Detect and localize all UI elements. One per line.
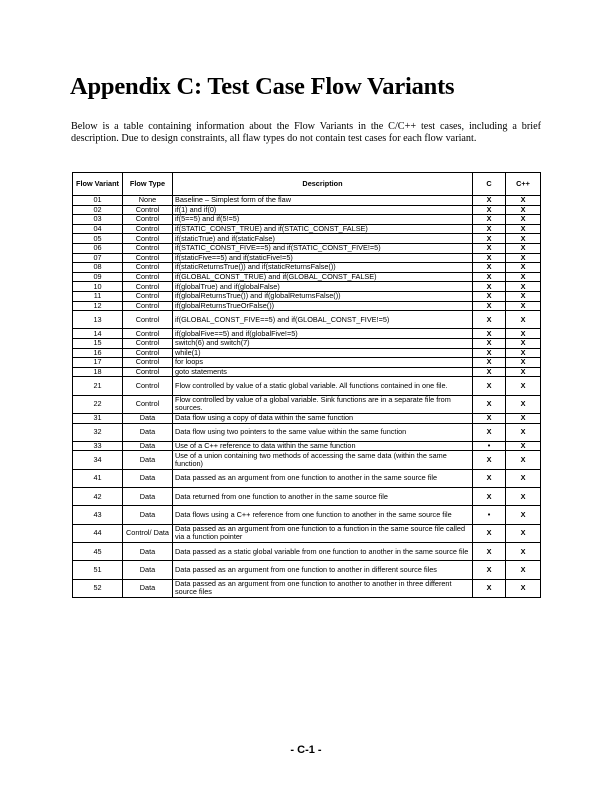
description-cell: Flow controlled by value of a global variable. Sink functions are in a separate file from sources. xyxy=(173,395,473,413)
description-cell: if(staticTrue) and if(staticFalse) xyxy=(173,234,473,244)
flow-type-cell: Control xyxy=(123,377,173,395)
description-cell: if(5==5) and if(5!=5) xyxy=(173,215,473,225)
flow-variant-cell: 08 xyxy=(73,263,123,273)
description-cell: if(globalReturnsTrue()) and if(globalReturnsFalse()) xyxy=(173,291,473,301)
table-row xyxy=(73,234,541,244)
table-row xyxy=(73,488,541,506)
flow-variant-cell: 02 xyxy=(73,205,123,215)
cpp-support-cell: X xyxy=(506,441,541,451)
cpp-support-cell: X xyxy=(506,205,541,215)
flow-type-cell: Data xyxy=(123,506,173,524)
flow-variant-cell: 09 xyxy=(73,272,123,282)
c-support-cell: X xyxy=(473,469,506,487)
flow-type-cell: Control xyxy=(123,263,173,273)
c-support-cell: X xyxy=(473,377,506,395)
c-support-cell: X xyxy=(473,291,506,301)
table-row xyxy=(73,524,541,542)
cpp-support-cell: X xyxy=(506,253,541,263)
description-cell: if(staticFive==5) and if(staticFive!=5) xyxy=(173,253,473,263)
table-row xyxy=(73,413,541,423)
flow-variant-cell: 15 xyxy=(73,339,123,349)
flow-variant-cell: 34 xyxy=(73,451,123,469)
description-cell: for loops xyxy=(173,358,473,368)
c-support-cell: X xyxy=(473,413,506,423)
flow-variant-cell: 12 xyxy=(73,301,123,311)
flow-variant-cell: 22 xyxy=(73,395,123,413)
c-support-cell: X xyxy=(473,348,506,358)
cpp-support-cell: X xyxy=(506,291,541,301)
table-row xyxy=(73,542,541,560)
description-cell: Data passed as an argument from one function to another in the same source file xyxy=(173,469,473,487)
flow-type-cell: Data xyxy=(123,469,173,487)
table-row xyxy=(73,377,541,395)
table-row xyxy=(73,579,541,597)
intro-paragraph: Below is a table containing information about the Flow Variants in the C/C++ test cases, including a brief description. Due to design constraints, all flaw types do not contain test cases for each flow variant. xyxy=(71,121,541,145)
flow-variant-cell: 21 xyxy=(73,377,123,395)
cpp-support-cell: X xyxy=(506,348,541,358)
description-cell: Data flow using two pointers to the same value within the same function xyxy=(173,423,473,441)
flow-variants-table xyxy=(72,172,541,598)
table-row xyxy=(73,272,541,282)
c-support-cell: X xyxy=(473,542,506,560)
description-cell: Use of a C++ reference to data within the same function xyxy=(173,441,473,451)
cpp-support-cell: X xyxy=(506,215,541,225)
c-support-cell: X xyxy=(473,423,506,441)
table-row xyxy=(73,395,541,413)
c-support-cell: X xyxy=(473,339,506,349)
flow-type-cell: Control xyxy=(123,224,173,234)
flow-variant-cell: 51 xyxy=(73,561,123,579)
header-flow-variant: Flow Variant xyxy=(73,173,123,196)
c-support-cell: X xyxy=(473,253,506,263)
table-row xyxy=(73,339,541,349)
flow-type-cell: Control xyxy=(123,358,173,368)
cpp-support-cell: X xyxy=(506,395,541,413)
flow-type-cell: Data xyxy=(123,441,173,451)
table-row xyxy=(73,224,541,234)
flow-variant-cell: 18 xyxy=(73,367,123,377)
table-row xyxy=(73,243,541,253)
description-cell: if(staticReturnsTrue()) and if(staticReturnsFalse()) xyxy=(173,263,473,273)
table-row xyxy=(73,561,541,579)
c-support-cell: X xyxy=(473,311,506,329)
description-cell: Baseline – Simplest form of the flaw xyxy=(173,196,473,206)
flow-type-cell: None xyxy=(123,196,173,206)
description-cell: if(STATIC_CONST_TRUE) and if(STATIC_CONST_FALSE) xyxy=(173,224,473,234)
flow-type-cell: Control xyxy=(123,367,173,377)
cpp-support-cell: X xyxy=(506,542,541,560)
flow-type-cell: Data xyxy=(123,413,173,423)
c-support-cell: X xyxy=(473,224,506,234)
flow-type-cell: Control xyxy=(123,291,173,301)
flow-variant-cell: 33 xyxy=(73,441,123,451)
flow-type-cell: Control xyxy=(123,282,173,292)
cpp-support-cell: X xyxy=(506,311,541,329)
cpp-support-cell: X xyxy=(506,377,541,395)
flow-variant-cell: 14 xyxy=(73,329,123,339)
flow-type-cell: Control xyxy=(123,253,173,263)
c-support-cell: X xyxy=(473,358,506,368)
description-cell: Data passed as an argument from one function to another in different source files xyxy=(173,561,473,579)
description-cell: if(GLOBAL_CONST_TRUE) and if(GLOBAL_CONST_FALSE) xyxy=(173,272,473,282)
flow-variant-cell: 43 xyxy=(73,506,123,524)
cpp-support-cell: X xyxy=(506,263,541,273)
flow-variant-cell: 11 xyxy=(73,291,123,301)
flow-variant-cell: 01 xyxy=(73,196,123,206)
flow-type-cell: Control xyxy=(123,205,173,215)
description-cell: Data flow using a copy of data within the same function xyxy=(173,413,473,423)
flow-variant-cell: 32 xyxy=(73,423,123,441)
table-row xyxy=(73,423,541,441)
description-cell: if(globalReturnsTrueOrFalse()) xyxy=(173,301,473,311)
table-row xyxy=(73,329,541,339)
c-support-cell: • xyxy=(473,441,506,451)
c-support-cell: X xyxy=(473,272,506,282)
flow-variant-cell: 10 xyxy=(73,282,123,292)
c-support-cell: X xyxy=(473,234,506,244)
table-row xyxy=(73,215,541,225)
cpp-support-cell: X xyxy=(506,329,541,339)
flow-variant-cell: 52 xyxy=(73,579,123,597)
c-support-cell: X xyxy=(473,524,506,542)
c-support-cell: X xyxy=(473,451,506,469)
header-c: C xyxy=(473,173,506,196)
cpp-support-cell: X xyxy=(506,358,541,368)
table-row xyxy=(73,263,541,273)
description-cell: Data passed as an argument from one function to a function in the same source file called via a function pointer xyxy=(173,524,473,542)
c-support-cell: X xyxy=(473,243,506,253)
flow-type-cell: Control xyxy=(123,215,173,225)
table-row xyxy=(73,451,541,469)
description-cell: if(globalFive==5) and if(globalFive!=5) xyxy=(173,329,473,339)
description-cell: Data passed as a static global variable from one function to another in the same source file xyxy=(173,542,473,560)
flow-type-cell: Control xyxy=(123,339,173,349)
flow-variant-cell: 07 xyxy=(73,253,123,263)
flow-variant-cell: 41 xyxy=(73,469,123,487)
flow-variant-cell: 44 xyxy=(73,524,123,542)
c-support-cell: X xyxy=(473,367,506,377)
description-cell: Use of a union containing two methods of accessing the same data (within the same function) xyxy=(173,451,473,469)
c-support-cell: X xyxy=(473,205,506,215)
description-cell: Data passed as an argument from one function to another to another in three different source files xyxy=(173,579,473,597)
c-support-cell: X xyxy=(473,282,506,292)
flow-type-cell: Data xyxy=(123,542,173,560)
table-row xyxy=(73,311,541,329)
cpp-support-cell: X xyxy=(506,451,541,469)
flow-variant-cell: 06 xyxy=(73,243,123,253)
c-support-cell: X xyxy=(473,561,506,579)
description-cell: if(STATIC_CONST_FIVE==5) and if(STATIC_CONST_FIVE!=5) xyxy=(173,243,473,253)
cpp-support-cell: X xyxy=(506,243,541,253)
flow-type-cell: Control xyxy=(123,395,173,413)
flow-type-cell: Control xyxy=(123,348,173,358)
page-title: Appendix C: Test Case Flow Variants xyxy=(70,73,455,100)
cpp-support-cell: X xyxy=(506,506,541,524)
cpp-support-cell: X xyxy=(506,196,541,206)
flow-variant-cell: 05 xyxy=(73,234,123,244)
description-cell: Data returned from one function to another in the same source file xyxy=(173,488,473,506)
flow-variant-cell: 13 xyxy=(73,311,123,329)
c-support-cell: X xyxy=(473,579,506,597)
flow-variant-cell: 45 xyxy=(73,542,123,560)
c-support-cell: X xyxy=(473,301,506,311)
cpp-support-cell: X xyxy=(506,469,541,487)
c-support-cell: X xyxy=(473,196,506,206)
flow-type-cell: Data xyxy=(123,579,173,597)
flow-variant-cell: 17 xyxy=(73,358,123,368)
cpp-support-cell: X xyxy=(506,561,541,579)
cpp-support-cell: X xyxy=(506,367,541,377)
description-cell: Flow controlled by value of a static global variable. All functions contained in one file. xyxy=(173,377,473,395)
cpp-support-cell: X xyxy=(506,488,541,506)
flow-type-cell: Control xyxy=(123,301,173,311)
cpp-support-cell: X xyxy=(506,579,541,597)
flow-type-cell: Control xyxy=(123,243,173,253)
description-cell: if(1) and if(0) xyxy=(173,205,473,215)
cpp-support-cell: X xyxy=(506,423,541,441)
table-row xyxy=(73,441,541,451)
table-row xyxy=(73,506,541,524)
cpp-support-cell: X xyxy=(506,339,541,349)
c-support-cell: X xyxy=(473,263,506,273)
flow-variant-cell: 31 xyxy=(73,413,123,423)
flow-type-cell: Control xyxy=(123,311,173,329)
flow-type-cell: Control xyxy=(123,234,173,244)
cpp-support-cell: X xyxy=(506,282,541,292)
description-cell: while(1) xyxy=(173,348,473,358)
flow-type-cell: Control xyxy=(123,329,173,339)
table-row xyxy=(73,358,541,368)
table-row xyxy=(73,367,541,377)
description-cell: switch(6) and switch(7) xyxy=(173,339,473,349)
table-row xyxy=(73,253,541,263)
table-body xyxy=(73,196,541,598)
header-description: Description xyxy=(173,173,473,196)
c-support-cell: X xyxy=(473,215,506,225)
flow-type-cell: Control/ Data xyxy=(123,524,173,542)
table-header-row xyxy=(73,173,541,196)
table-row xyxy=(73,469,541,487)
cpp-support-cell: X xyxy=(506,301,541,311)
cpp-support-cell: X xyxy=(506,234,541,244)
flow-type-cell: Data xyxy=(123,423,173,441)
table-row xyxy=(73,301,541,311)
flow-type-cell: Control xyxy=(123,272,173,282)
cpp-support-cell: X xyxy=(506,524,541,542)
c-support-cell: • xyxy=(473,506,506,524)
header-flow-type: Flow Type xyxy=(123,173,173,196)
table-row xyxy=(73,291,541,301)
flow-variant-cell: 04 xyxy=(73,224,123,234)
cpp-support-cell: X xyxy=(506,413,541,423)
table-row xyxy=(73,282,541,292)
c-support-cell: X xyxy=(473,395,506,413)
flow-variant-cell: 42 xyxy=(73,488,123,506)
cpp-support-cell: X xyxy=(506,272,541,282)
page-number: - C-1 - xyxy=(290,744,322,756)
c-support-cell: X xyxy=(473,488,506,506)
flow-type-cell: Data xyxy=(123,561,173,579)
table-row xyxy=(73,348,541,358)
flow-variant-cell: 03 xyxy=(73,215,123,225)
header-cpp: C++ xyxy=(506,173,541,196)
c-support-cell: X xyxy=(473,329,506,339)
description-cell: if(globalTrue) and if(globalFalse) xyxy=(173,282,473,292)
table-row xyxy=(73,196,541,206)
flow-type-cell: Data xyxy=(123,451,173,469)
description-cell: if(GLOBAL_CONST_FIVE==5) and if(GLOBAL_CONST_FIVE!=5) xyxy=(173,311,473,329)
flow-variant-cell: 16 xyxy=(73,348,123,358)
description-cell: Data flows using a C++ reference from one function to another in the same source file xyxy=(173,506,473,524)
description-cell: goto statements xyxy=(173,367,473,377)
table-row xyxy=(73,205,541,215)
cpp-support-cell: X xyxy=(506,224,541,234)
flow-type-cell: Data xyxy=(123,488,173,506)
